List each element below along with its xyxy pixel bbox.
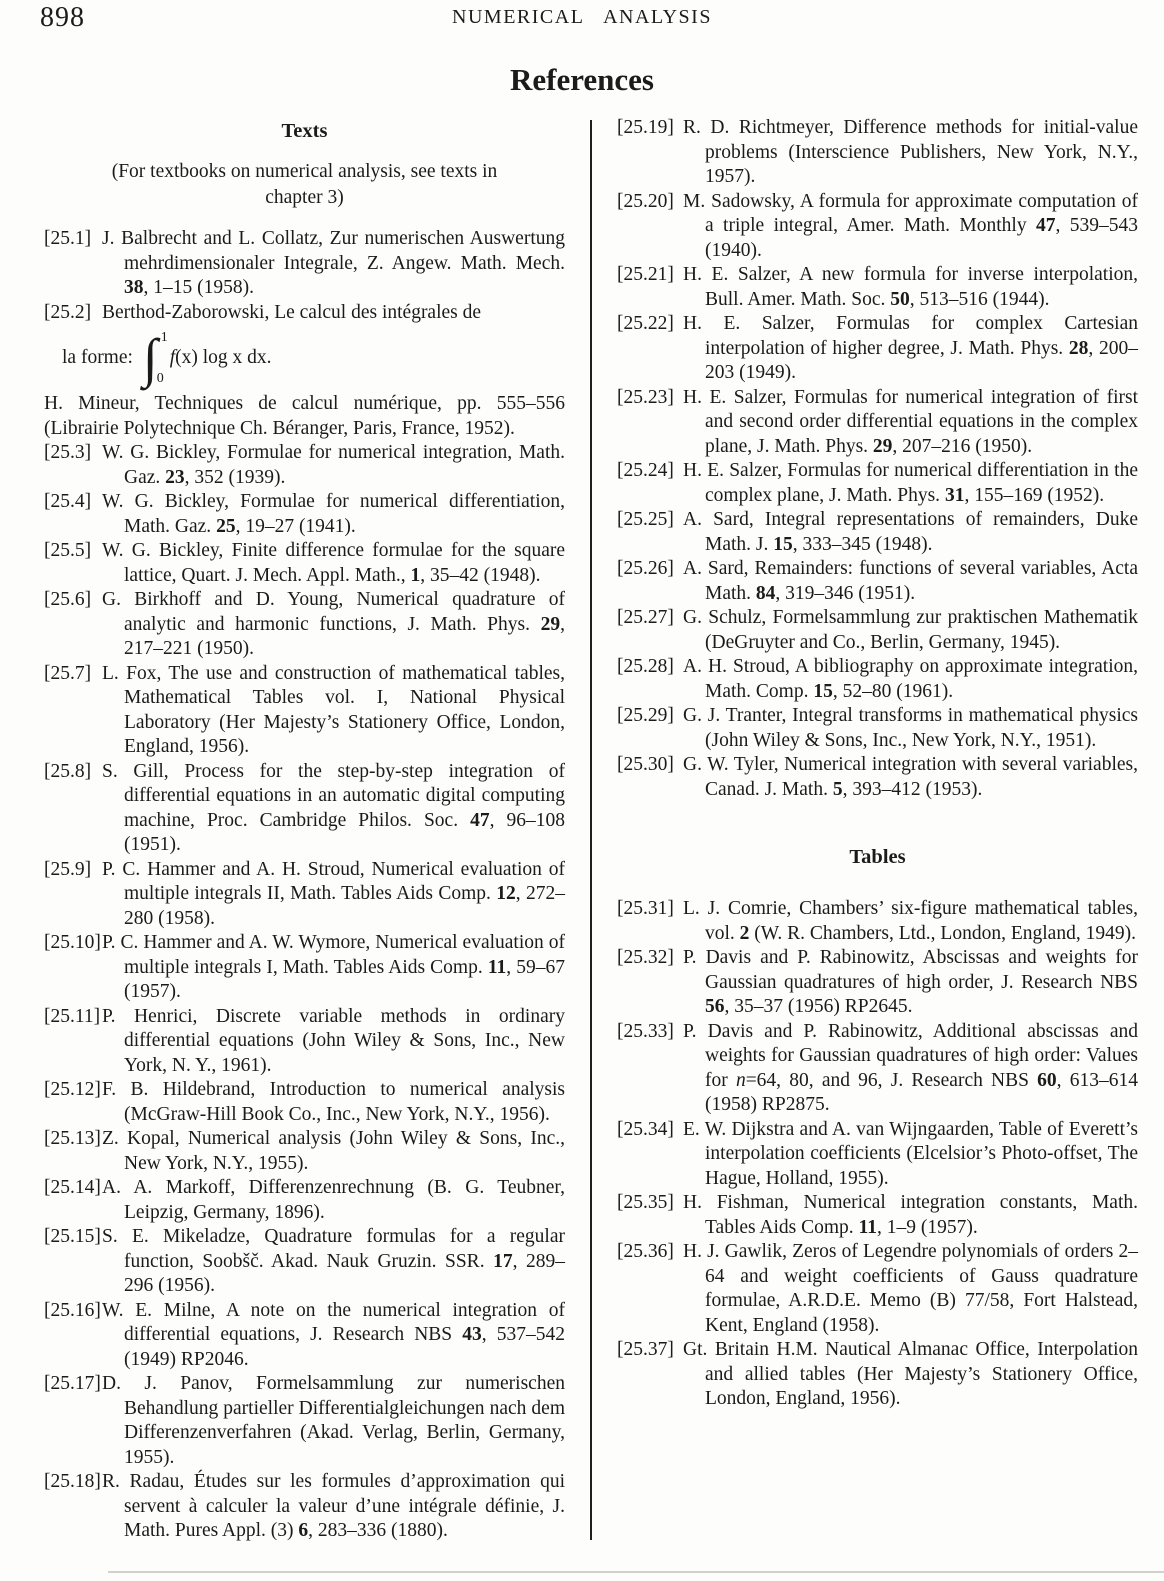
reference-text: P. Davis and P. Rabinowitz, Abscissas and weights for Gaussian quadratures of high order, J. Research NBS 56, 35–37 (1956) RP2645. bbox=[683, 947, 1138, 1017]
reference-text: S. E. Mikeladze, Quadrature formulas for a regular function, Soobšč. Akad. Nauk Gruzin. SSR. 17, 289–296 (1956). bbox=[102, 1226, 565, 1296]
reference-label: [25.36] bbox=[617, 1241, 674, 1262]
reference-entry bbox=[617, 704, 1138, 753]
reference-text: W. E. Milne, A note on the numerical integration of differential equations, J. Research NBS 43, 537–542 (1949) RP2046. bbox=[102, 1299, 565, 1370]
reference-text: H. Fishman, Numerical integration constants, Math. Tables Aids Comp. 11, 1–9 (1957). bbox=[683, 1192, 1138, 1238]
reference-label: [25.31] bbox=[617, 898, 674, 919]
reference-text: P. C. Hammer and A. W. Wymore, Numerical evaluation of multiple integrals I, Math. Tables Aids Comp. 11, 59–67 (1957). bbox=[102, 932, 566, 1002]
references-list-tables bbox=[617, 897, 1138, 1412]
reference-label: [25.18] bbox=[44, 1471, 101, 1492]
reference-entry bbox=[617, 655, 1138, 704]
reference-text: A. H. Stroud, A bibliography on approximate integration, Math. Comp. 15, 52–80 (1961). bbox=[683, 656, 1138, 702]
reference-label: [25.5] bbox=[44, 540, 92, 561]
reference-entry bbox=[617, 1338, 1138, 1412]
reference-text: H. E. Salzer, Formulas for complex Cartesian interpolation of higher degree, J. Math. Phys. 28, 200–203 (1949). bbox=[683, 313, 1138, 383]
texts-section-note: (For textbooks on numerical analysis, see texts in chapter 3) bbox=[111, 161, 498, 208]
reference-text: A. Sard, Remainders: functions of several variables, Acta Math. 84, 319–346 (1951). bbox=[683, 558, 1138, 604]
reference-text: P. Henrici, Discrete variable methods in ordinary differential equations (John Wiley & Sons, Inc., New York, N. Y., 1961). bbox=[102, 1005, 565, 1076]
reference-label: [25.37] bbox=[617, 1339, 674, 1360]
bottom-page-rule bbox=[108, 1571, 1164, 1573]
reference-text: M. Sadowsky, A formula for approximate computation of a triple integral, Amer. Math. Monthly 47, 539–543 (1940). bbox=[683, 190, 1138, 261]
reference-entry bbox=[44, 1372, 565, 1470]
reference-label: [25.34] bbox=[617, 1118, 674, 1140]
reference-entry bbox=[617, 897, 1138, 946]
reference-entry bbox=[44, 1005, 565, 1079]
formula-pre-text: la forme: bbox=[62, 346, 133, 368]
reference-entry bbox=[617, 1240, 1138, 1338]
column-divider-rule bbox=[590, 120, 592, 1540]
reference-text: D. J. Panov, Formelsammlung zur numerischen Behandlung partieller Differentialgleichungen nach dem Differenzenverfahren (Akad. Verlag, Berlin, Germany, 1955). bbox=[102, 1373, 565, 1468]
reference-label: [25.24] bbox=[617, 460, 674, 481]
reference-entry bbox=[44, 1470, 565, 1544]
integral-sign: ∫ 1 0 bbox=[142, 328, 168, 388]
reference-label: [25.22] bbox=[617, 313, 674, 334]
right-column bbox=[617, 116, 1138, 1544]
reference-entry bbox=[617, 190, 1138, 264]
reference-text-continued: H. Mineur, Techniques de calcul numérique, pp. 555–556 (Librairie Polytechnique Ch. Béranger, Paris, France, 1952). bbox=[44, 393, 565, 439]
page-header bbox=[0, 0, 1164, 46]
reference-label: [25.9] bbox=[44, 858, 92, 880]
reference-entry bbox=[617, 1118, 1138, 1192]
reference-text: H. J. Gawlik, Zeros of Legendre polynomials of orders 2–64 and weight coefficients of Gauss quadrature formulae, A.R.D.E. Memo (B) 77/58, Fort Halstead, Kent, England (1958). bbox=[683, 1241, 1138, 1336]
reference-entry bbox=[44, 1127, 565, 1176]
reference-entry bbox=[44, 490, 565, 539]
reference-entry bbox=[617, 1020, 1138, 1118]
reference-label: [25.8] bbox=[44, 760, 92, 782]
reference-text: G. W. Tyler, Numerical integration with several variables, Canad. J. Math. 5, 393–412 (1953). bbox=[683, 754, 1138, 800]
reference-label: [25.2] bbox=[44, 301, 92, 323]
integral-lower-limit: 0 bbox=[156, 371, 164, 386]
reference-text: P. Davis and P. Rabinowitz, Additional abscissas and weights for Gaussian quadratures of high order: Values for n=64, 80, and 96, J. Research NBS 60, 613–614 (1958) RP2875. bbox=[683, 1020, 1138, 1115]
reference-label: [25.12] bbox=[44, 1079, 101, 1100]
reference-entry bbox=[44, 227, 565, 301]
reference-label: [25.25] bbox=[617, 509, 674, 530]
reference-text: Gt. Britain H.M. Nautical Almanac Office, Interpolation and allied tables (Her Majesty’s Stationery Office, London, England, 1956). bbox=[683, 1339, 1138, 1409]
reference-label: [25.32] bbox=[617, 947, 674, 968]
two-column-layout bbox=[0, 98, 1164, 1544]
reference-text: G. Birkhoff and D. Young, Numerical quadrature of analytic and harmonic functions, J. Math. Phys. 29, 217–221 (1950). bbox=[102, 589, 565, 659]
reference-entry bbox=[617, 946, 1138, 1020]
reference-entry bbox=[617, 753, 1138, 802]
reference-label: [25.6] bbox=[44, 589, 92, 610]
integral-formula bbox=[44, 327, 565, 389]
reference-text: A. A. Markoff, Differenzenrechnung (B. G. Teubner, Leipzig, Germany, 1896). bbox=[102, 1177, 565, 1223]
reference-entry bbox=[617, 1191, 1138, 1240]
reference-text: J. Balbrecht and L. Collatz, Zur numerischen Auswertung mehrdimensionaler Integrale, Z. Angew. Math. Mech. 38, 1–15 (1958). bbox=[102, 228, 565, 298]
reference-label: [25.23] bbox=[617, 386, 674, 408]
reference-label: [25.29] bbox=[617, 705, 674, 726]
reference-label: [25.35] bbox=[617, 1192, 674, 1213]
reference-entry bbox=[44, 441, 565, 490]
reference-entry bbox=[44, 662, 565, 760]
reference-label: [25.21] bbox=[617, 264, 674, 285]
reference-text: W. G. Bickley, Formulae for numerical differentiation, Math. Gaz. 25, 19–27 (1941). bbox=[102, 491, 565, 537]
reference-text: H. E. Salzer, A new formula for inverse interpolation, Bull. Amer. Math. Soc. 50, 513–516 (1944). bbox=[683, 264, 1138, 310]
reference-label: [25.17] bbox=[44, 1373, 101, 1394]
reference-label: [25.1] bbox=[44, 228, 92, 249]
reference-label: [25.13] bbox=[44, 1128, 101, 1149]
reference-text: L. J. Comrie, Chambers’ six-figure mathematical tables, vol. 2 (W. R. Chambers, Ltd., London, England, 1949). bbox=[683, 898, 1138, 944]
reference-text: A. Sard, Integral representations of remainders, Duke Math. J. 15, 333–345 (1948). bbox=[683, 509, 1138, 555]
reference-entry bbox=[44, 301, 565, 442]
reference-label: [25.26] bbox=[617, 558, 674, 579]
reference-label: [25.15] bbox=[44, 1226, 101, 1247]
reference-entry bbox=[44, 1225, 565, 1299]
reference-label: [25.3] bbox=[44, 442, 92, 463]
reference-text: L. Fox, The use and construction of mathematical tables, Mathematical Tables vol. I, National Physical Laboratory (Her Majesty’s Stationery Office, London, England, 1956). bbox=[102, 662, 565, 757]
reference-label: [25.33] bbox=[617, 1020, 674, 1042]
reference-entry bbox=[44, 760, 565, 858]
formula-body-text: f(x) log x dx. bbox=[169, 346, 272, 368]
reference-label: [25.16] bbox=[44, 1299, 101, 1321]
reference-entry bbox=[44, 1176, 565, 1225]
reference-text: Z. Kopal, Numerical analysis (John Wiley & Sons, Inc., New York, N.Y., 1955). bbox=[102, 1128, 565, 1174]
page-number: 898 bbox=[40, 2, 85, 33]
reference-entry bbox=[44, 931, 565, 1005]
reference-text: E. W. Dijkstra and A. van Wijngaarden, Table of Everett’s interpolation coefficients (Elcelsior’s Photo-offset, The Hague, Holland, 1955). bbox=[683, 1118, 1138, 1189]
reference-text: R. D. Richtmeyer, Difference methods for initial-value problems (Interscience Publishers, New York, N.Y., 1957). bbox=[683, 117, 1138, 187]
reference-text: H. E. Salzer, Formulas for numerical integration of first and second order differential equations in the complex plane, J. Math. Phys. 29, 207–216 (1950). bbox=[683, 386, 1138, 457]
reference-entry bbox=[617, 263, 1138, 312]
reference-label: [25.28] bbox=[617, 656, 674, 677]
reference-label: [25.11] bbox=[44, 1005, 101, 1027]
reference-text: G. Schulz, Formelsammlung zur praktischen Mathematik (DeGruyter and Co., Berlin, Germany, 1945). bbox=[683, 607, 1138, 653]
reference-text: W. G. Bickley, Formulae for numerical integration, Math. Gaz. 23, 352 (1939). bbox=[102, 442, 565, 488]
reference-label: [25.7] bbox=[44, 662, 92, 684]
page-title: References bbox=[509, 62, 654, 97]
reference-entry bbox=[617, 116, 1138, 190]
running-head: NUMERICAL ANALYSIS bbox=[452, 6, 712, 28]
integral-upper-limit: 1 bbox=[160, 330, 168, 345]
reference-text: F. B. Hildebrand, Introduction to numerical analysis (McGraw-Hill Book Co., Inc., New York, N.Y., 1956). bbox=[102, 1079, 565, 1125]
texts-section-heading: Texts bbox=[281, 120, 328, 142]
reference-entry bbox=[44, 1078, 565, 1127]
reference-entry bbox=[617, 606, 1138, 655]
reference-label: [25.27] bbox=[617, 607, 674, 628]
reference-label: [25.30] bbox=[617, 754, 674, 775]
reference-entry bbox=[617, 312, 1138, 386]
references-list-texts-left bbox=[44, 227, 565, 1544]
reference-text: Berthod-Zaborowski, Le calcul des intégrales de bbox=[102, 301, 482, 323]
references-list-texts-right bbox=[617, 116, 1138, 802]
reference-entry bbox=[44, 588, 565, 662]
reference-text: H. E. Salzer, Formulas for numerical differentiation in the complex plane, J. Math. Phys. 31, 155–169 (1952). bbox=[683, 460, 1138, 506]
reference-text: W. G. Bickley, Finite difference formulae for the square lattice, Quart. J. Mech. Appl. Math., 1, 35–42 (1948). bbox=[102, 540, 565, 586]
reference-text: R. Radau, Études sur les formules d’approximation qui servent à calculer la valeur d’une intégrale définie, J. Math. Pures Appl. (3) 6, 283–336 (1880). bbox=[102, 1471, 565, 1541]
reference-entry bbox=[617, 459, 1138, 508]
reference-text: P. C. Hammer and A. H. Stroud, Numerical evaluation of multiple integrals II, Math. Tables Aids Comp. 12, 272–280 (1958). bbox=[102, 858, 565, 929]
tables-section-heading: Tables bbox=[849, 846, 906, 868]
reference-label: [25.19] bbox=[617, 117, 674, 138]
reference-entry bbox=[44, 858, 565, 932]
left-column bbox=[44, 116, 565, 1544]
reference-text: S. Gill, Process for the step-by-step integration of differential equations in an automatic digital computing machine, Proc. Cambridge Philos. Soc. 47, 96–108 (1951). bbox=[102, 760, 565, 855]
reference-entry bbox=[617, 508, 1138, 557]
reference-entry bbox=[617, 386, 1138, 460]
reference-entry bbox=[44, 539, 565, 588]
reference-label: [25.4] bbox=[44, 491, 92, 512]
reference-label: [25.14] bbox=[44, 1177, 101, 1198]
reference-text: G. J. Tranter, Integral transforms in mathematical physics (John Wiley & Sons, Inc., New York, N.Y., 1951). bbox=[683, 705, 1138, 751]
reference-label: [25.10] bbox=[44, 932, 101, 953]
reference-entry bbox=[44, 1299, 565, 1373]
reference-entry bbox=[617, 557, 1138, 606]
reference-label: [25.20] bbox=[617, 190, 674, 212]
